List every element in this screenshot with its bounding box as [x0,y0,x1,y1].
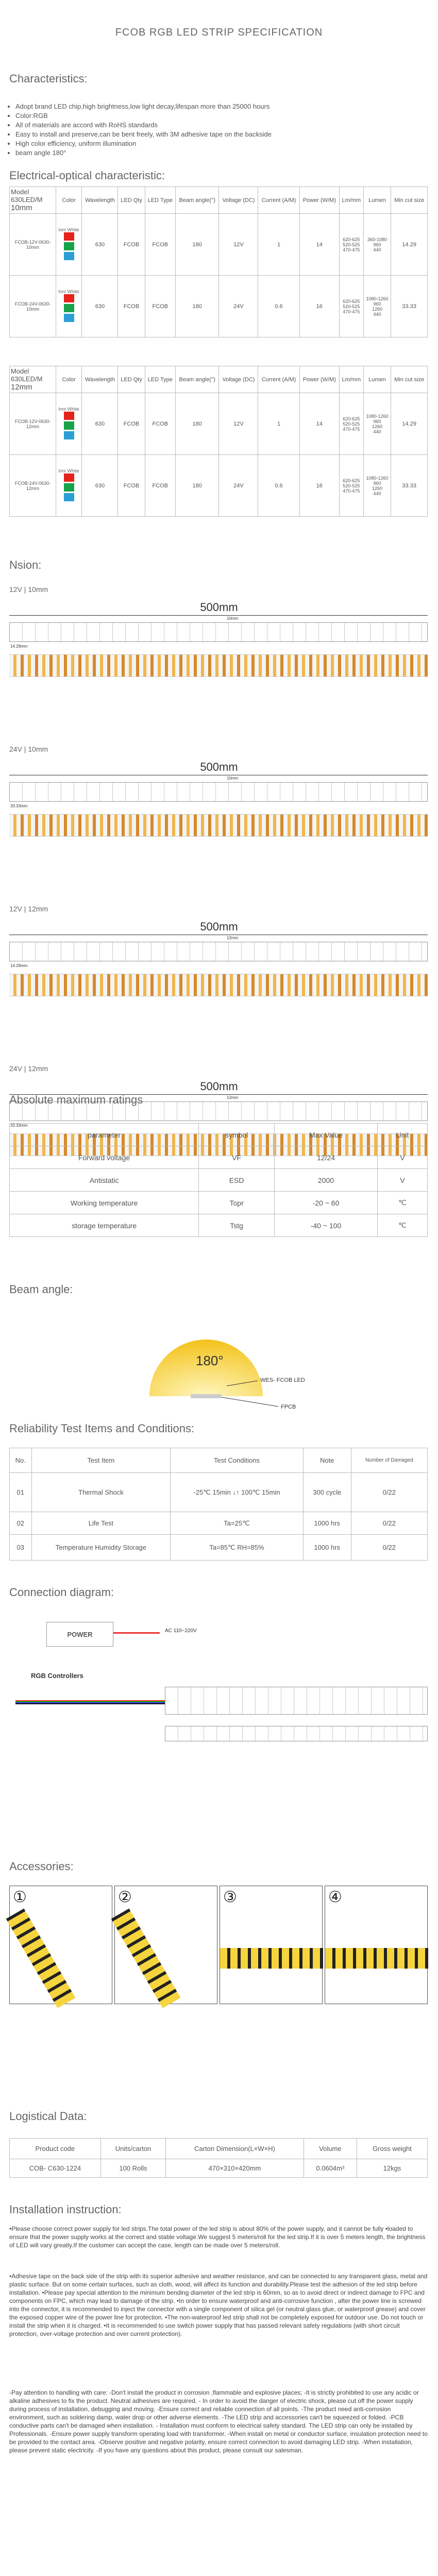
ledtype-cell: FCOB [145,276,175,337]
red-swatch [64,232,74,241]
log-cell: 12kgs [357,2159,427,2178]
width-label: 10mm [227,776,239,781]
step-number: ② [118,1889,132,1906]
lumen-value: 440 [373,490,381,496]
lumen-value: 440 [373,429,381,434]
abs-cell: ESD [199,1169,275,1192]
lmmm-value: 620-625 [343,298,360,304]
ac-label: AC 110~220V [165,1628,197,1634]
accessory-step-3 [220,1886,323,2004]
cut-cell: 14.29 [391,214,428,276]
reliability-heading: Reliability Test Items and Conditions: [9,1422,195,1435]
feature-item: • High color efficiency, uniform illumination [15,139,272,148]
blue-swatch [64,431,74,439]
spec-header-cell: Beam angle(°) [176,187,219,214]
lmmm-value: 620-625 [343,478,360,483]
spec-header-cell: Beam angle(°) [176,366,219,393]
rel-cell: Thermal Shock [31,1473,171,1512]
page-title: FCOB RGB LED STRIP SPECIFICATION [115,27,323,38]
voltage-cell: 24V [219,455,258,517]
rel-row [10,1512,428,1535]
lmmm-value: 470-475 [343,309,360,314]
abs-header-cell: Unit [377,1124,427,1146]
color-sub: lnm White [58,468,79,473]
abs-header-cell: Max Value [275,1124,378,1146]
green-swatch [64,242,74,250]
lumen-cell [363,276,391,337]
beam-angle-label: 180° [196,1353,224,1368]
accessory-step-1 [9,1886,112,2004]
spec-header-cell: Lm/mm [339,187,363,214]
red-swatch [64,473,74,482]
lmmm-cell [339,393,363,455]
current-cell: 0.6 [258,276,299,337]
width-label: 12mm [227,1095,239,1100]
rel-header-cell: Note [303,1448,351,1473]
lmmm-value: 470-475 [343,247,360,252]
log-header-cell: Gross weight [357,2139,427,2159]
spec-header-cell: Min cut size [391,187,428,214]
step-number: ① [13,1889,27,1906]
ledtype-cell: FCOB [145,455,175,517]
spec-header-cell: LED Qty [118,366,145,393]
abs-cell: V [377,1146,427,1169]
abs-header-row [10,1124,428,1146]
rel-cell: -25℃ 15min ↓↑ 100℃ 15min [171,1473,304,1512]
spec-header-cell: Voltage (DC) [219,366,258,393]
feature-item: • Adopt brand LED chip,high brightness,low light decay,lifespan more than 25000 hours [15,102,272,111]
voltage-cell: 12V [219,214,258,276]
lumen-value: 1080-1260 [366,413,389,419]
green-swatch [64,483,74,492]
lumen-cell [363,214,391,276]
product-name-cell: FCOB-12V-0630-10mm [10,214,56,276]
rel-cell: 02 [10,1512,32,1535]
accessory-step-4 [325,1886,428,2004]
lumen-value: 1260 [372,306,382,312]
cut-label: 33.33mm [10,804,28,808]
ledtype-cell: FCOB [118,393,145,455]
ledtype-cell: FCOB [145,214,175,276]
rel-cell: 0/22 [351,1535,427,1561]
rel-cell: Ta=25℃ [171,1512,304,1535]
log-cell: 470×310×420mm [166,2159,304,2178]
power-cell: 14 [299,393,339,455]
lumen-value: 1080-1260 [366,296,389,301]
ledtype-cell: FCOB [118,455,145,517]
features-list [15,102,272,158]
rel-cell: Ta=85℃ RH=85% [171,1535,304,1561]
lumen-value: 360-1080 [367,236,387,242]
abs-cell: Forward voltage [10,1146,199,1169]
wavelength-cell: 630 [82,276,118,337]
strip-image [6,1908,76,2008]
abs-cell: -40 ~ 100 [275,1214,378,1237]
abs-cell: Working temperature [10,1192,199,1214]
length-line [9,615,428,616]
power-cell: 14 [299,214,339,276]
cut-label: 33.33mm [10,1123,28,1128]
beam-heading: Beam angle: [9,1283,73,1296]
step-number: ④ [328,1889,342,1906]
beam-cell: 180 [176,455,219,517]
cut-cell: 14.29 [391,393,428,455]
rel-cell: 0/22 [351,1473,427,1512]
abs-table [9,1123,428,1237]
beam-cell: 180 [176,393,219,455]
strip-drawing [9,622,428,642]
fpcb-label: FPCB [281,1404,296,1410]
ledtype-cell: FCOB [145,393,175,455]
length-label: 500mm [200,1080,238,1093]
strip-label: 12V | 10mm [9,585,48,594]
log-header-cell: Volume [304,2139,357,2159]
abs-cell: ℃ [377,1192,427,1214]
green-swatch [64,304,74,312]
power-cell: 16 [299,455,339,517]
lmmm-value: 520-525 [343,421,360,427]
reliability-table [9,1448,428,1561]
color-sub: lnm White [58,227,79,232]
power-cell: 16 [299,276,339,337]
logistical-table [9,2138,428,2178]
installation-para-3: -Pay attention to handling with care: -Don't install the product in corrosion ,flammable and explosive places; -It is strictly prohibited to use any acidic or alkaline adhesives to fix the product. Neutral adhesives are required. - In order to avoid the danger of electric shock, please cut off the power supply during process of installation, debugging and moving. -Ensure correct and reliable connection of all points. -The product need anti-corrosion environment, such as soldering damp, water drop or other adverse elements. -The LED strip and accessories can't be squeezed or folded. -PCB conductive parts can't be damaged when installation. - Installation must conform to electrical safety standard. The LED strip can only be installed by Professionals. -Ensure power supply transform operating load with transformer. -When install on metal or conductor surface, insulation protection need to be provided to the contact area. -Observe positive and negative polarity, ensure correct connection to avoid damaging LED strip. -When installation, please prevent static electricity. -If you have any questions about this product, please consult our salesman. [9,2389,428,2454]
width-label: 10mm [227,616,239,621]
fpcb-leader [222,1397,278,1406]
product-name-cell: FCOB-24V-0630-10mm [10,276,56,337]
step-number: ③ [223,1889,237,1906]
strip-image [220,1948,323,1969]
installation-heading: Installation instruction: [9,2203,122,2216]
rel-cell: 1000 hrs [303,1535,351,1561]
voltage-cell: 12V [219,393,258,455]
power-box: POWER [46,1622,113,1647]
beam-cell: 180 [176,214,219,276]
beam-diagram [129,1309,335,1417]
spec-table [9,187,428,337]
lmmm-value: 470-475 [343,488,360,494]
spec-row [10,276,428,337]
cut-label: 14.29mm [10,963,28,968]
characteristics-heading: Characteristics: [9,72,88,85]
log-row [10,2159,428,2178]
rel-cell: 01 [10,1473,32,1512]
installation-para-1: •Please choose correct power supply for led strips.The total power of the led strip is about 80% of the power supply, and it cannot be fully •loaded to ensure that the power supply works at the correct and stable voltage.We suggest 5 meters/roll for the led strip.If it is over 5 meters length, the brightness of LED will vary greatly.If the customer can accept the case, length can be made over 5 meters/roll. [9,2225,426,2249]
rel-row [10,1473,428,1512]
strip-drawing [9,782,428,802]
color-cell [56,276,82,337]
color-sub: lnm White [58,289,79,294]
abs-header-cell: symbol [199,1124,275,1146]
lumen-value: 960 [373,301,381,307]
electrical-heading: Electrical-optical characteristic: [9,169,165,182]
feature-item: • Easy to install and preserve,can be bent freely, with 3M adhesive tape on the backside [15,130,272,139]
log-header-cell: Carton Dimension(L×W×H) [166,2139,304,2159]
spec-header-cell: Lm/mm [339,366,363,393]
spec-header-cell: Lumen [363,187,391,214]
spec-header-cell: LED Qty [118,187,145,214]
color-cell [56,214,82,276]
product-name-cell: FCOB-24V-0630-12mm [10,455,56,517]
spec-header-cell: Power (W/M) [299,187,339,214]
abs-heading: Absolute maximum ratings [9,1093,143,1106]
spec-header-row [10,187,428,214]
spec-header-cell: Current (A/M) [258,187,299,214]
spec-header-cell: Min cut size [391,366,428,393]
lumen-value: 1260 [372,423,382,429]
controller-wires [15,1700,165,1704]
wavelength-cell: 630 [82,393,118,455]
nsion-heading: Nsion: [9,558,42,571]
abs-header-cell: parameter [10,1124,199,1146]
feature-item: • All of materials are accord with RoHS standards [15,121,272,130]
lumen-value: 1260 [372,485,382,491]
connection-strip-lower [165,1726,428,1741]
abs-cell: Antistatic [10,1169,199,1192]
spec-header-cell: Current (A/M) [258,366,299,393]
color-sub: lnm White [58,406,79,412]
length-label: 500mm [200,920,238,933]
red-swatch [64,294,74,302]
rel-cell: 03 [10,1535,32,1561]
abs-cell: Tstg [199,1214,275,1237]
spec-row [10,455,428,517]
width-label: 12mm [227,936,239,940]
rel-header-cell: Test Item [31,1448,171,1473]
feature-item: • beam angle 180° [15,148,272,158]
abs-cell: VF [199,1146,275,1169]
lumen-cell [363,393,391,455]
connection-strip [165,1687,428,1715]
strip-image [111,1908,181,2008]
spec-header-cell: Lumen [363,366,391,393]
abs-row [10,1169,428,1192]
model-cell [10,187,56,214]
lumen-cell [363,455,391,517]
length-label: 500mm [200,760,238,773]
model-label: Model 630LED/M [11,188,43,204]
rel-row [10,1535,428,1561]
spec-header-cell: Voltage (DC) [219,187,258,214]
spec-header-cell: Power (W/M) [299,366,339,393]
strip-photo [9,654,428,677]
fpcb-shape [191,1394,222,1398]
logistical-heading: Logistical Data: [9,2110,87,2123]
abs-row [10,1192,428,1214]
log-header-cell: Units/carton [100,2139,166,2159]
log-cell: COB- C630-1224 [10,2159,101,2178]
blue-swatch [64,252,74,260]
abs-cell: V [377,1169,427,1192]
spec-header-cell: LED Type [145,366,175,393]
wavelength-cell: 630 [82,455,118,517]
spec-header-cell: Wavelength [82,366,118,393]
rel-cell: 1000 hrs [303,1512,351,1535]
spec-header-cell: Wavelength [82,187,118,214]
accessory-step-2 [114,1886,217,2004]
abs-cell: -20 ~ 60 [275,1192,378,1214]
wes-label: WES- FCOB LED [260,1377,305,1383]
abs-cell: 2000 [275,1169,378,1192]
rel-header-cell: No. [10,1448,32,1473]
voltage-cell: 24V [219,276,258,337]
connection-heading: Connection diagram: [9,1586,114,1599]
rel-cell: Temperature Humidity Storage [31,1535,171,1561]
lmmm-value: 470-475 [343,426,360,432]
lumen-value: 960 [373,242,381,247]
lumen-value: 960 [373,418,381,424]
wavelength-cell: 630 [82,214,118,276]
lumen-value: 1080-1260 [366,475,389,481]
length-label: 500mm [200,601,238,614]
lmmm-cell [339,214,363,276]
rel-header-row [10,1448,428,1473]
rel-cell: 300 cycle [303,1473,351,1512]
log-header-row [10,2139,428,2159]
feature-item: • Color:RGB [15,111,272,121]
strip-photo [9,974,428,996]
abs-row [10,1214,428,1237]
abs-cell: Topr [199,1192,275,1214]
strip-drawing [9,942,428,961]
width-label: 12mm [11,383,32,392]
abs-cell: 12/24 [275,1146,378,1169]
spec-header-cell: LED Type [145,187,175,214]
red-swatch [64,412,74,420]
lmmm-value: 520-525 [343,303,360,309]
rel-header-cell: Number of Damaged [351,1448,427,1473]
current-cell: 1 [258,214,299,276]
ledtype-cell: FCOB [118,214,145,276]
current-cell: 0.6 [258,455,299,517]
log-header-cell: Product code [10,2139,101,2159]
accessories-heading: Accessories: [9,1860,74,1873]
spec-row [10,393,428,455]
strip-label: 12V | 12mm [9,905,48,913]
strip-label: 24V | 12mm [9,1064,48,1073]
strip-photo [9,814,428,837]
current-cell: 1 [258,393,299,455]
lmmm-value: 520-525 [343,242,360,247]
controller-label: RGB Controllers [31,1672,83,1680]
rel-cell: 0/22 [351,1512,427,1535]
abs-cell: ℃ [377,1214,427,1237]
model-cell [10,366,56,393]
lmmm-value: 520-525 [343,483,360,488]
strip-label: 24V | 10mm [9,745,48,753]
model-label: Model 630LED/M [11,367,43,383]
lumen-value: 440 [373,247,381,252]
width-label: 10mm [11,204,32,212]
spec-header-cell: Color [56,187,82,214]
lmmm-value: 620-625 [343,236,360,242]
strip-image [325,1948,428,1969]
cut-cell: 33.33 [391,276,428,337]
lumen-value: 960 [373,480,381,486]
installation-para-2: •Adhesive tape on the back side of the strip with its superior adhesive and weather resistance, and can be connected to any transparent glass, metal and plastic surface. But on some certain surfaces, such as cloth, wood, will affect its function and durability.Please test the adhesion of the led strip before installation. •Please pay special attention to the minimum bending diameter of the led strip is 60mm, so as to avoid direct or indirect damage to FPC and components on FPC, which may lead to damage of the strip. •In order to ensure waterproof and anti-corrosive function , after the power line is screwed into the connector, it is recommended to inject the connector with a single component of silica gel (or neutral glass glue, or waterproof grease) and cover the exposed copper wire of the power line for protection. •The non-waterproof led strip shall not be completely exposed for outdoor use. Do not touch or install the strip when it is charged. •It is recommended to use switch power supply that has passed relevant safety regulations (with short circuit protection, over-voltage protection and over current protection). [9,2273,428,2337]
beam-cell: 180 [176,276,219,337]
abs-row [10,1146,428,1169]
blue-swatch [64,493,74,501]
cut-label: 14.29mm [10,644,28,649]
abs-cell: storage temperature [10,1214,199,1237]
rel-header-cell: Test Conditions [171,1448,304,1473]
cut-cell: 33.33 [391,455,428,517]
product-name-cell: FCOB-12V-0630-12mm [10,393,56,455]
spec-table [9,366,428,517]
color-cell [56,393,82,455]
power-wire [113,1632,160,1634]
green-swatch [64,421,74,430]
spec-header-cell: Color [56,366,82,393]
spec-header-row [10,366,428,393]
spec-row [10,214,428,276]
lmmm-cell [339,455,363,517]
blue-swatch [64,314,74,322]
log-cell: 0.0604m³ [304,2159,357,2178]
lumen-value: 440 [373,311,381,317]
ledtype-cell: FCOB [118,276,145,337]
log-cell: 100 Rolls [100,2159,166,2178]
lmmm-cell [339,276,363,337]
rel-cell: Life Test [31,1512,171,1535]
color-cell [56,455,82,517]
lmmm-value: 620-625 [343,416,360,421]
